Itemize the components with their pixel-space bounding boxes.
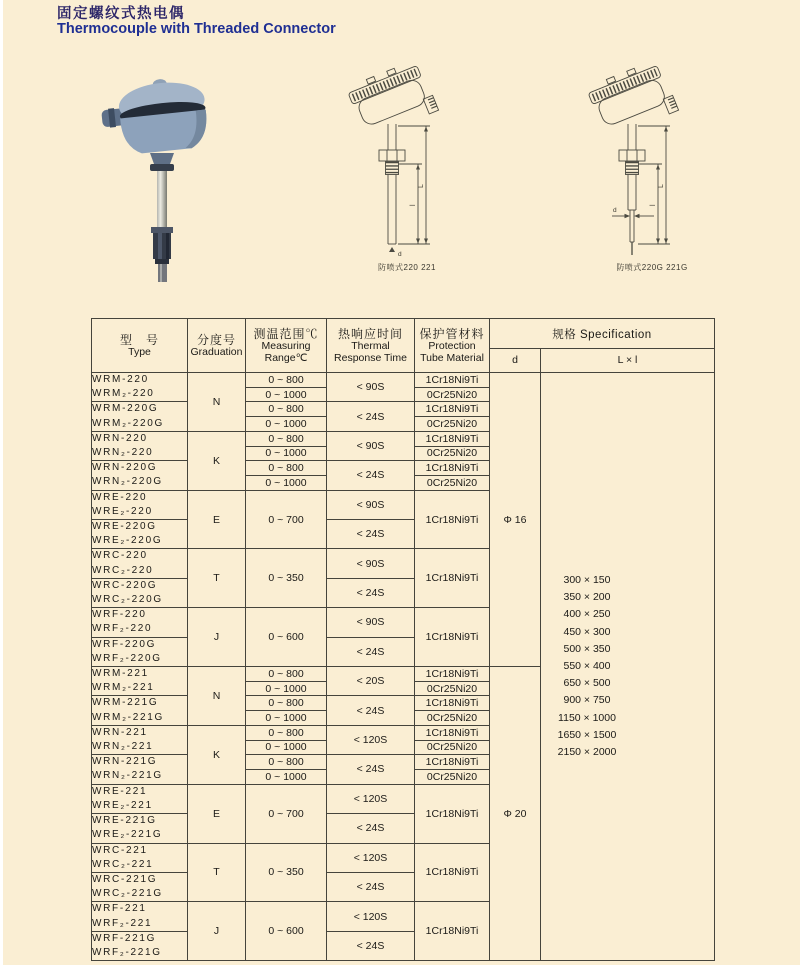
graduation-cell: E xyxy=(188,490,246,549)
type-cell xyxy=(92,902,188,931)
graduation-cell: K xyxy=(188,431,246,490)
response-cell: < 90S xyxy=(327,431,415,460)
response-cell: < 24S xyxy=(327,461,415,490)
material-cell: 0Cr25Ni20 xyxy=(415,681,490,696)
model-label: WRF-221 xyxy=(92,903,147,915)
model-label: WRC₂-220G xyxy=(92,594,163,606)
range-cell: 0 ~ 600 xyxy=(246,608,327,667)
model-label: WRM₂-220 xyxy=(92,388,155,400)
header-range-en1: Measuring xyxy=(261,340,311,352)
range-cell: 0 ~ 700 xyxy=(246,490,327,549)
material-cell: 0Cr25Ni20 xyxy=(415,769,490,784)
range-cell: 0 ~ 1000 xyxy=(246,711,327,726)
range-cell: 0 ~ 350 xyxy=(246,843,327,902)
graduation-cell: J xyxy=(188,902,246,961)
type-cell xyxy=(92,520,188,549)
material-cell: 1Cr18Ni9Ti xyxy=(415,755,490,770)
material-cell: 1Cr18Ni9Ti xyxy=(415,373,490,388)
model-label: WRE-220G xyxy=(92,521,157,533)
material-cell: 0Cr25Ni20 xyxy=(415,387,490,402)
drawing-head xyxy=(586,64,671,129)
header-specification xyxy=(490,319,715,349)
range-cell: 0 ~ 800 xyxy=(246,431,327,446)
caption-220G: 防喷式220G 221G xyxy=(616,263,688,272)
model-label: WRM-221 xyxy=(92,668,149,680)
model-label: WRC-220 xyxy=(92,550,148,562)
header-response-en1: Thermal xyxy=(351,340,390,352)
graduation-cell: N xyxy=(188,373,246,432)
response-cell: < 90S xyxy=(327,490,415,519)
response-cell: < 24S xyxy=(327,520,415,549)
size-item: 1650 × 1500 xyxy=(557,728,617,741)
response-cell: < 120S xyxy=(327,784,415,813)
range-cell: 0 ~ 800 xyxy=(246,667,327,682)
range-cell: 0 ~ 350 xyxy=(246,549,327,608)
photo-head xyxy=(100,75,210,157)
response-cell: < 120S xyxy=(327,902,415,931)
specification-table xyxy=(91,318,715,961)
response-cell: < 24S xyxy=(327,814,415,843)
header-material-en1: Protection xyxy=(428,340,476,352)
material-cell: 1Cr18Ni9Ti xyxy=(415,461,490,476)
material-cell: 0Cr25Ni20 xyxy=(415,417,490,432)
header-type-zh: 型 号 xyxy=(119,332,159,347)
model-label: WRM₂-221G xyxy=(92,711,164,723)
model-label: WRN₂-220G xyxy=(92,476,163,488)
drawing-220G-221G xyxy=(582,64,712,264)
header-type xyxy=(92,319,188,373)
size-item: 2150 × 2000 xyxy=(557,745,617,758)
header-response-en2: Response Time xyxy=(334,351,407,364)
type-cell xyxy=(92,461,188,490)
range-cell: 0 ~ 800 xyxy=(246,461,327,476)
range-cell: 0 ~ 1000 xyxy=(246,740,327,755)
material-cell: 0Cr25Ni20 xyxy=(415,446,490,461)
material-cell: 1Cr18Ni9Ti xyxy=(415,725,490,740)
material-cell: 0Cr25Ni20 xyxy=(415,711,490,726)
model-label: WRF-221G xyxy=(92,932,157,944)
model-label: WRM-221G xyxy=(92,697,159,709)
model-label: WRF₂-220 xyxy=(92,623,153,635)
range-cell: 0 ~ 1000 xyxy=(246,446,327,461)
material-cell: 1Cr18Ni9Ti xyxy=(415,667,490,682)
diameter-cell: Φ 20 xyxy=(490,667,541,961)
size-item: 1150 × 1000 xyxy=(558,711,616,724)
model-label: WRM₂-220G xyxy=(92,417,164,429)
dimension-lines xyxy=(398,126,430,244)
range-cell: 0 ~ 1000 xyxy=(246,387,327,402)
response-cell: < 120S xyxy=(327,725,415,754)
graduation-cell: K xyxy=(188,725,246,784)
dim-l-label: l xyxy=(410,204,417,206)
diameter-cell: Φ 16 xyxy=(490,373,541,667)
response-cell: < 24S xyxy=(327,402,415,431)
response-cell: < 24S xyxy=(327,931,415,960)
graduation-cell: T xyxy=(188,549,246,608)
size-list xyxy=(551,572,623,761)
graduation-cell: N xyxy=(188,667,246,726)
header-response xyxy=(327,319,415,373)
size-item: 550 × 400 xyxy=(563,659,611,672)
drawing-220-221 xyxy=(342,64,472,264)
header-range xyxy=(246,319,327,373)
model-label: WRC₂-221G xyxy=(92,888,163,900)
range-cell: 0 ~ 700 xyxy=(246,784,327,843)
model-label: WRE-221G xyxy=(92,815,157,827)
type-cell xyxy=(92,872,188,901)
type-cell xyxy=(92,373,188,402)
model-label: WRF₂-220G xyxy=(92,652,162,664)
material-cell: 1Cr18Ni9Ti xyxy=(415,902,490,961)
material-cell: 1Cr18Ni9Ti xyxy=(415,402,490,417)
material-cell: 1Cr18Ni9Ti xyxy=(415,843,490,902)
range-cell: 0 ~ 800 xyxy=(246,725,327,740)
type-cell xyxy=(92,784,188,813)
response-cell: < 24S xyxy=(327,696,415,725)
type-cell xyxy=(92,725,188,754)
size-item: 400 × 250 xyxy=(563,608,611,621)
caption-220: 防喷式220 221 xyxy=(378,263,436,272)
model-label: WRE-221 xyxy=(92,785,148,797)
model-label: WRN-221 xyxy=(92,726,148,738)
model-label: WRM₂-221 xyxy=(92,682,155,694)
model-label: WRN-220G xyxy=(92,462,158,474)
type-cell xyxy=(92,608,188,637)
model-label: WRE₂-221 xyxy=(92,799,153,811)
drawing-probe xyxy=(619,124,645,255)
dim-d-label: d xyxy=(613,207,617,214)
type-cell xyxy=(92,578,188,607)
material-cell: 0Cr25Ni20 xyxy=(415,740,490,755)
dim-L-label: L xyxy=(418,184,425,188)
response-cell: < 24S xyxy=(327,578,415,607)
size-item: 500 × 350 xyxy=(563,642,611,655)
type-cell xyxy=(92,549,188,578)
drawing-probe xyxy=(379,124,405,252)
header-d: d xyxy=(490,349,541,373)
size-item: 300 × 150 xyxy=(563,573,611,586)
thermocouple-photo xyxy=(100,70,220,282)
header-type-en: Type xyxy=(128,345,151,358)
header-graduation-en: Graduation xyxy=(190,345,243,358)
page-left-margin xyxy=(0,0,3,965)
model-label: WRE-220 xyxy=(92,491,148,503)
model-label: WRN₂-221G xyxy=(92,770,163,782)
header-graduation-zh: 分度号 xyxy=(196,332,236,347)
dim-l-label: l xyxy=(650,204,657,206)
type-cell xyxy=(92,931,188,960)
response-cell: < 90S xyxy=(327,608,415,637)
model-label: WRF₂-221G xyxy=(92,946,162,958)
header-LxL: L × l xyxy=(541,349,715,373)
model-label: WRM-220G xyxy=(92,403,159,415)
model-label: WRN-220 xyxy=(92,432,148,444)
photo-probe xyxy=(150,153,174,282)
response-cell: < 90S xyxy=(327,549,415,578)
drawing-connector-stub xyxy=(423,95,438,114)
material-cell: 1Cr18Ni9Ti xyxy=(415,490,490,549)
dim-L-label: L xyxy=(658,184,665,188)
sizes-cell xyxy=(541,373,715,961)
header-material xyxy=(415,319,490,373)
header-material-zh: 保护管材料 xyxy=(419,327,485,341)
type-cell xyxy=(92,755,188,784)
range-cell: 0 ~ 1000 xyxy=(246,475,327,490)
dim-d-label: d xyxy=(398,251,402,258)
model-label: WRF₂-221 xyxy=(92,917,153,929)
material-cell: 1Cr18Ni9Ti xyxy=(415,784,490,843)
type-cell xyxy=(92,667,188,696)
graduation-cell: E xyxy=(188,784,246,843)
model-label: WRC₂-220 xyxy=(92,564,154,576)
response-cell: < 20S xyxy=(327,667,415,696)
response-cell: < 24S xyxy=(327,755,415,784)
size-item: 350 × 200 xyxy=(563,591,611,604)
type-cell xyxy=(92,431,188,460)
response-cell: < 90S xyxy=(327,373,415,402)
model-label: WRC-220G xyxy=(92,579,158,591)
model-label: WRE₂-220G xyxy=(92,535,163,547)
material-cell: 1Cr18Ni9Ti xyxy=(415,608,490,667)
size-item: 450 × 300 xyxy=(563,625,611,638)
model-label: WRN₂-221 xyxy=(92,741,154,753)
model-label: WRE₂-221G xyxy=(92,829,163,841)
type-cell xyxy=(92,843,188,872)
type-cell xyxy=(92,814,188,843)
range-cell: 0 ~ 800 xyxy=(246,373,327,388)
material-cell: 0Cr25Ni20 xyxy=(415,475,490,490)
range-cell: 0 ~ 800 xyxy=(246,696,327,711)
graduation-cell: J xyxy=(188,608,246,667)
model-label: WRE₂-220 xyxy=(92,505,153,517)
model-label: WRC₂-221 xyxy=(92,858,154,870)
header-response-zh: 热响应时间 xyxy=(337,327,403,341)
header-range-zh: 测温范围℃ xyxy=(253,327,319,341)
response-cell: < 120S xyxy=(327,843,415,872)
range-cell: 0 ~ 800 xyxy=(246,402,327,417)
model-label: WRF-220G xyxy=(92,638,157,650)
model-label: WRN₂-220 xyxy=(92,447,154,459)
page-title-chinese: 固定螺纹式热电偶 xyxy=(57,6,185,22)
drawing-connector-stub xyxy=(663,95,678,114)
model-label: WRF-220 xyxy=(92,609,147,621)
type-cell xyxy=(92,696,188,725)
range-cell: 0 ~ 1000 xyxy=(246,769,327,784)
type-cell xyxy=(92,637,188,666)
header-specification-label: 规格 Specification xyxy=(552,328,652,341)
material-cell: 1Cr18Ni9Ti xyxy=(415,431,490,446)
material-cell: 1Cr18Ni9Ti xyxy=(415,549,490,608)
material-cell: 1Cr18Ni9Ti xyxy=(415,696,490,711)
response-cell: < 24S xyxy=(327,872,415,901)
model-label: WRC-221G xyxy=(92,873,158,885)
type-cell xyxy=(92,402,188,431)
size-item: 900 × 750 xyxy=(563,694,611,707)
graduation-cell: T xyxy=(188,843,246,902)
model-label: WRM-220 xyxy=(92,374,149,385)
size-item: 650 × 500 xyxy=(563,677,611,690)
drawing-head xyxy=(346,64,431,129)
header-range-en2: Range℃ xyxy=(264,351,308,364)
range-cell: 0 ~ 600 xyxy=(246,902,327,961)
range-cell: 0 ~ 1000 xyxy=(246,417,327,432)
model-label: WRN-221G xyxy=(92,756,158,768)
range-cell: 0 ~ 1000 xyxy=(246,681,327,696)
response-cell: < 24S xyxy=(327,637,415,666)
header-graduation xyxy=(188,319,246,373)
page-title-english: Thermocouple with Threaded Connector xyxy=(57,21,336,37)
type-cell xyxy=(92,490,188,519)
model-label: WRC-221 xyxy=(92,844,148,856)
range-cell: 0 ~ 800 xyxy=(246,755,327,770)
header-material-en2: Tube Material xyxy=(420,351,484,364)
